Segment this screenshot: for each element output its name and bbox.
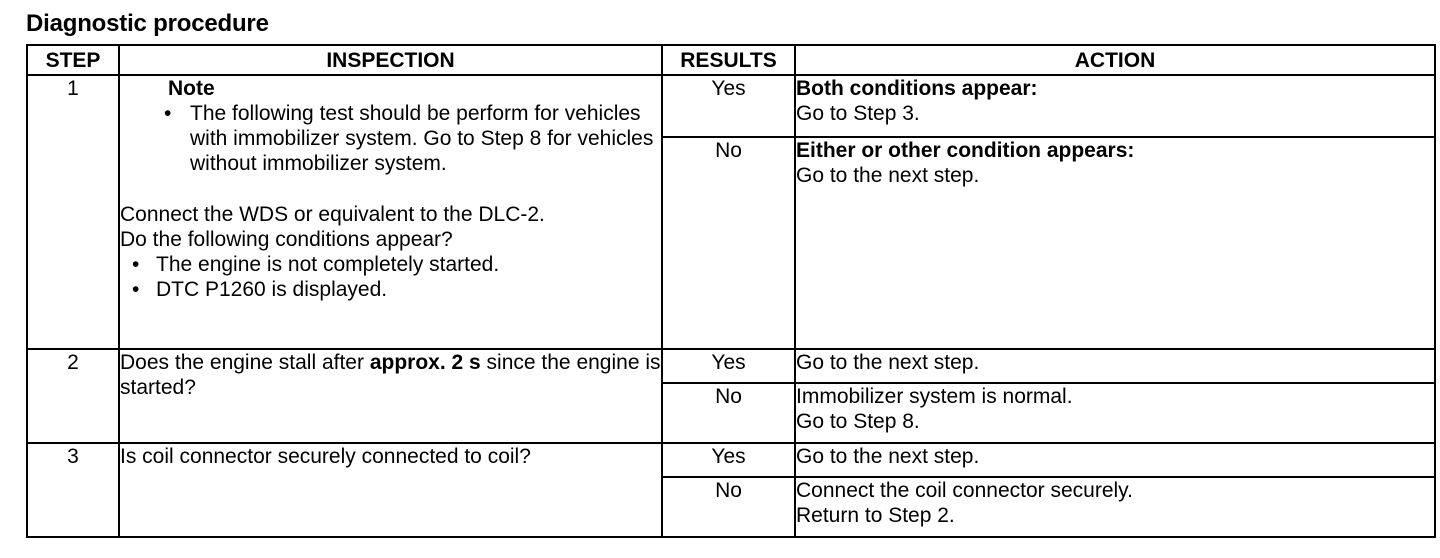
list-item: • The engine is not completely started. [120,252,661,277]
note-bullet-list [120,101,661,176]
action-line: Go to Step 8. [796,410,920,433]
result-cell: Yes [662,75,795,137]
action-cell [795,477,1435,537]
inspection-emphasis: approx. 2 s [369,351,481,374]
step-number: 1 [27,75,119,349]
result-cell: Yes [662,443,795,477]
action-cell [795,383,1435,443]
inspection-cell: Is coil connector securely connected to coil? [119,443,662,537]
step-number: 2 [27,349,119,443]
table-row [27,75,1435,137]
header-row [27,45,1435,75]
step-number: 3 [27,443,119,537]
result-cell: No [662,477,795,537]
action-cell [795,443,1435,477]
note-heading: Note [168,77,215,100]
table-row [27,349,1435,383]
inspection-cell [119,75,662,349]
inspection-text: since the engine is started? [120,351,661,399]
document-title: Diagnostic procedure [26,10,269,37]
action-line: Connect the coil connector securely. [796,479,1133,502]
header-action: ACTION [795,45,1435,75]
result-cell: No [662,137,795,349]
inspection-line: Connect the WDS or equivalent to the DLC-2. [120,203,545,226]
result-cell: Yes [662,349,795,383]
action-line: Go to the next step. [796,164,980,187]
action-line: Immobilizer system is normal. [796,385,1073,408]
action-heading: Either or other condition appears: [796,139,1135,162]
diagnostic-procedure-table [26,44,1436,538]
header-inspection: INSPECTION [119,45,662,75]
header-step: STEP [27,45,119,75]
list-item: • DTC P1260 is displayed. [120,277,661,302]
action-cell [795,137,1435,349]
header-results: RESULTS [662,45,795,75]
inspection-text: Does the engine stall after [120,351,370,374]
list-item: • The following test should be perform for vehicles with immobilizer system. Go to Step 8 for vehicles without immobilizer system. [120,101,661,176]
action-heading: Both conditions appear: [796,77,1038,100]
action-line: Return to Step 2. [796,504,955,527]
result-cell: No [662,383,795,443]
action-cell [795,349,1435,383]
condition-bullet-list [120,252,661,302]
inspection-line: Do the following conditions appear? [120,228,453,251]
action-line: Go to the next step. [796,351,980,374]
action-line: Go to the next step. [796,445,980,468]
inspection-cell [119,349,662,443]
table-row [27,443,1435,477]
action-cell [795,75,1435,137]
action-line: Go to Step 3. [796,102,920,125]
